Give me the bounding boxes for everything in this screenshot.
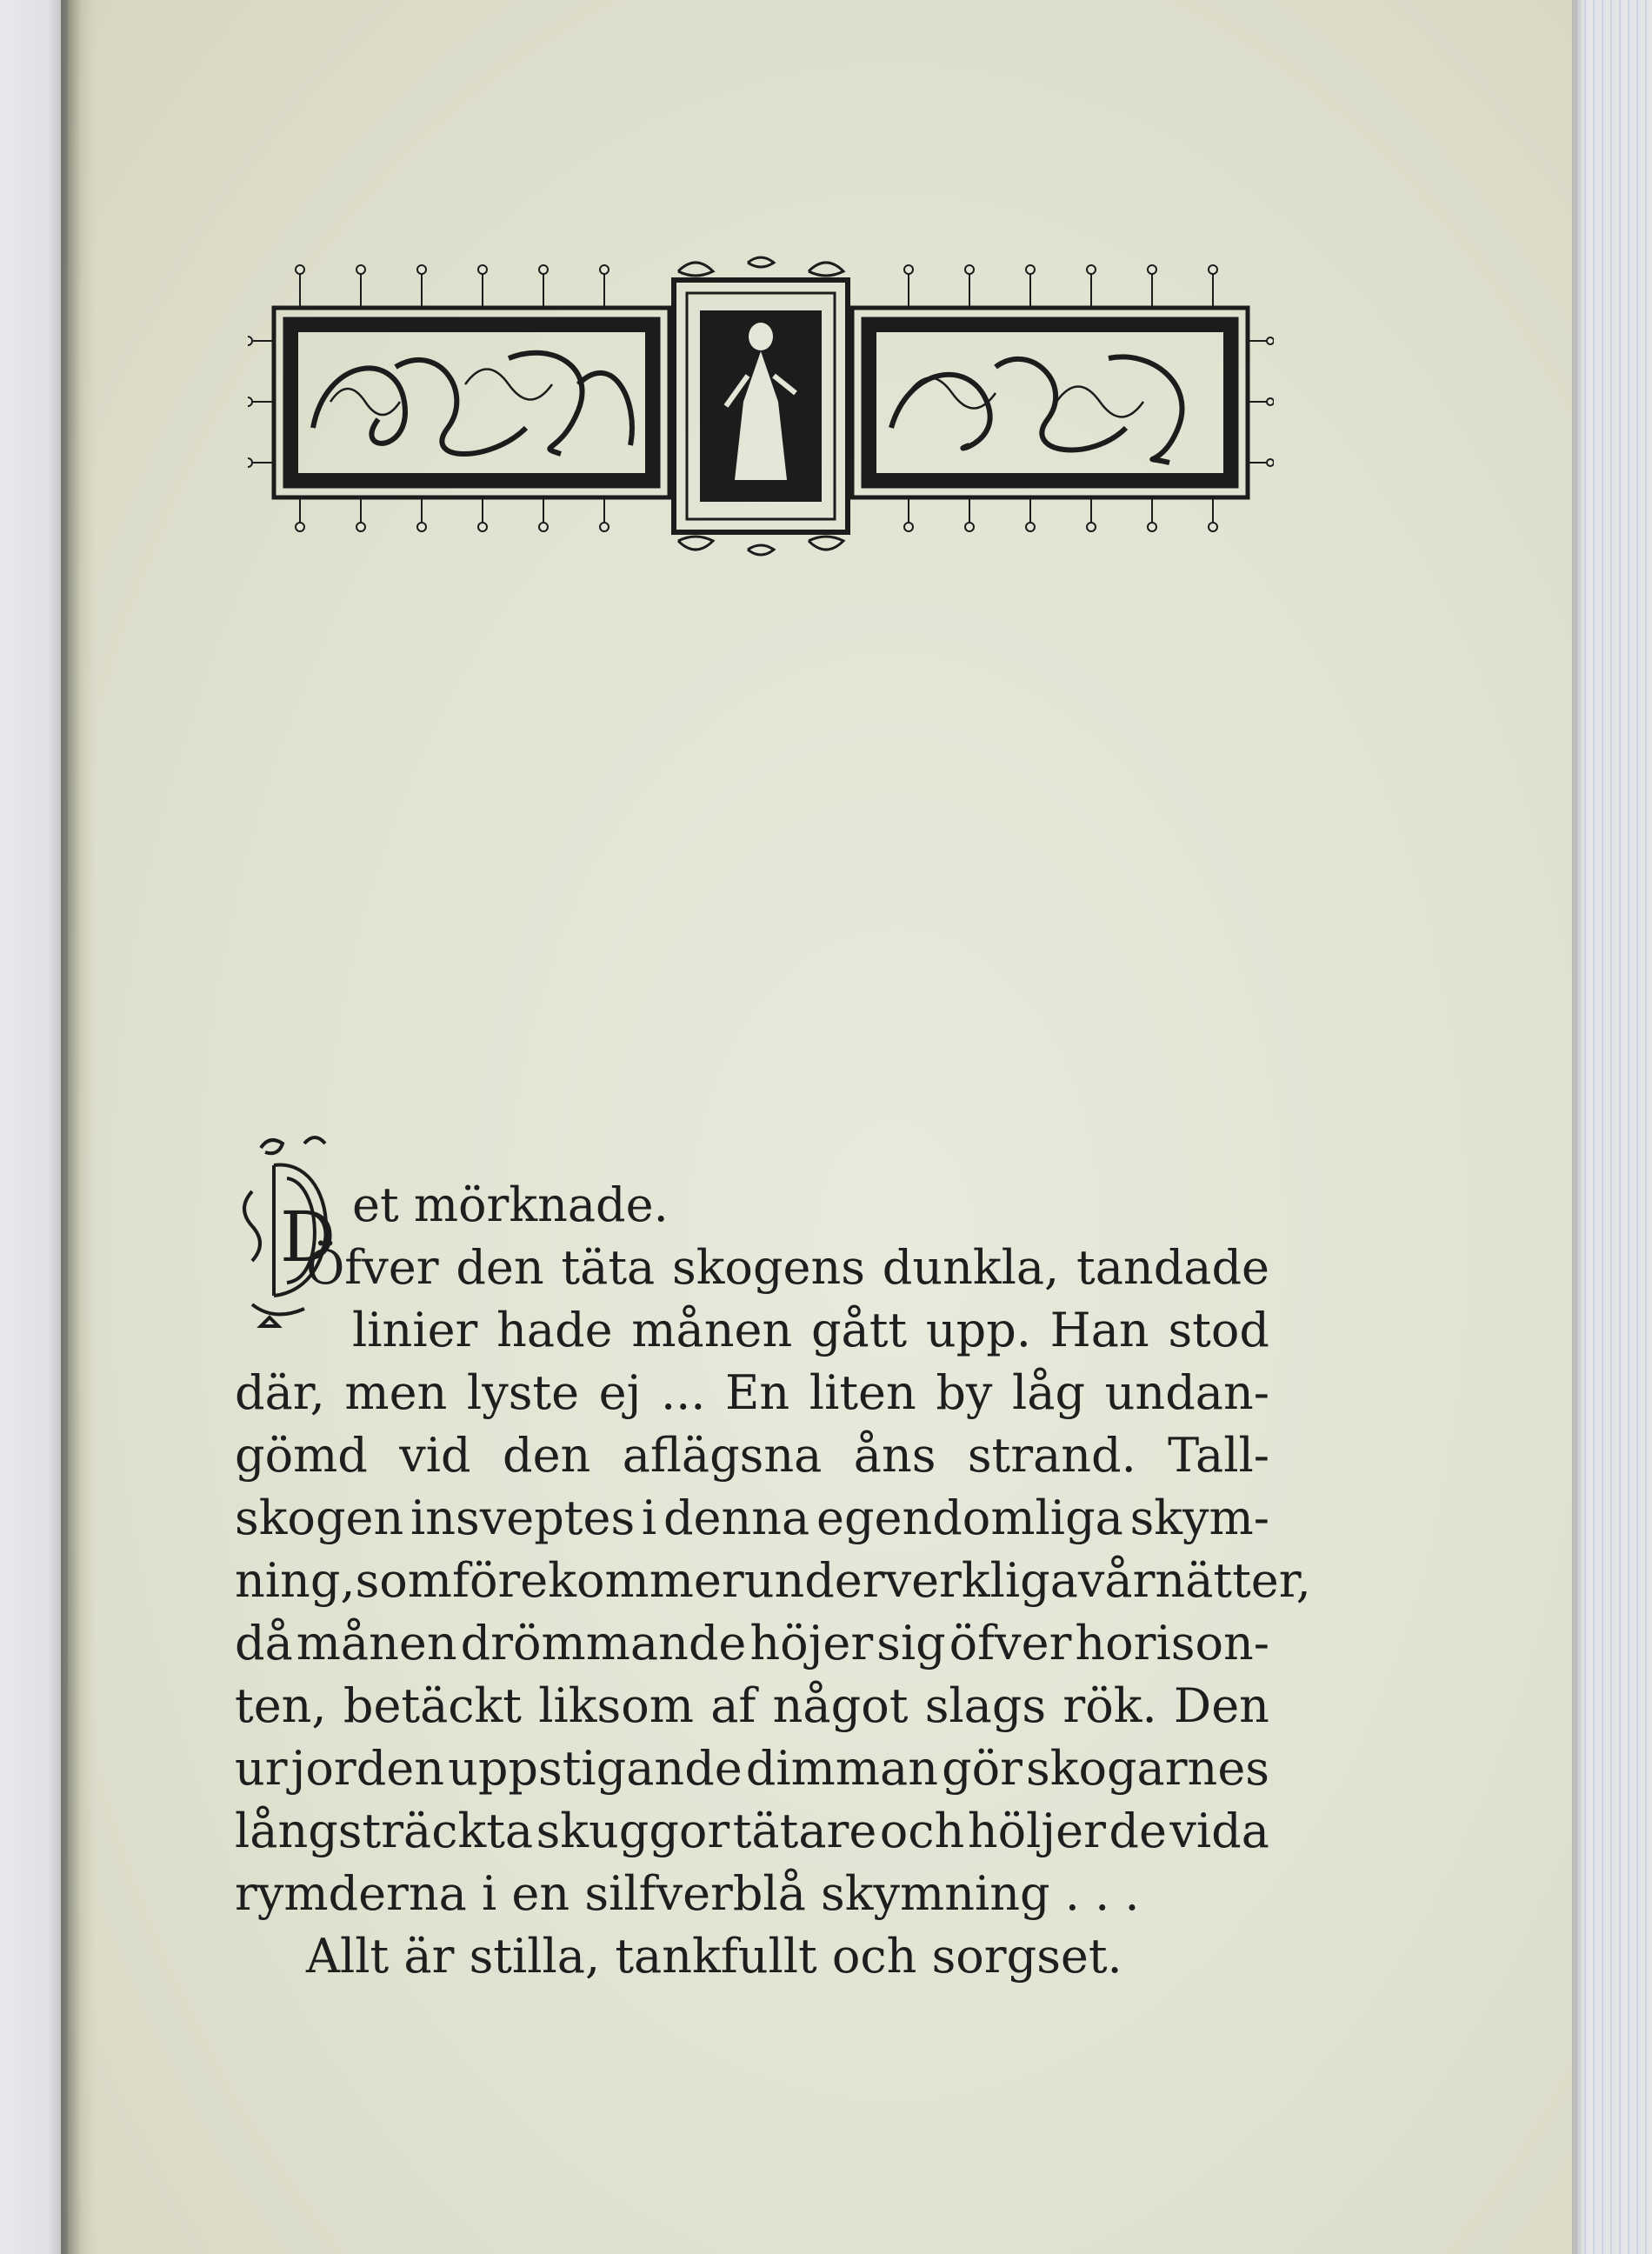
word: hade [496, 1303, 613, 1357]
word: skym- [1129, 1490, 1269, 1545]
word: slags [924, 1678, 1047, 1733]
word: Tall- [1168, 1428, 1269, 1483]
ornamental-header-band [248, 254, 1274, 558]
word: dimman [745, 1741, 939, 1796]
word: åns [853, 1428, 936, 1483]
word: gått [810, 1303, 908, 1357]
word: jorden [290, 1741, 445, 1796]
word: egendomliga [816, 1490, 1123, 1545]
facing-page-edge [0, 0, 68, 2254]
word: dunkla, [882, 1240, 1060, 1295]
word: drömmande [460, 1616, 747, 1670]
word: Den [1173, 1678, 1269, 1733]
word: Öfver [306, 1240, 439, 1295]
word: höljer [967, 1804, 1106, 1858]
text-line [235, 1487, 1269, 1550]
word: vårnätter, [1077, 1553, 1311, 1608]
word: ning, [235, 1553, 356, 1608]
text-line [235, 1299, 1269, 1362]
ornamental-dropcap-d [235, 1130, 352, 1330]
word: månen [631, 1303, 793, 1357]
word: där, [235, 1365, 325, 1420]
word: gömd [235, 1428, 368, 1483]
word: tandade [1076, 1240, 1269, 1295]
text-line [235, 1550, 1311, 1612]
word: sig [876, 1616, 946, 1670]
word: tätare [732, 1804, 877, 1858]
word: betäckt [343, 1678, 522, 1733]
svg-text:D: D [280, 1197, 336, 1277]
word: stod [1168, 1303, 1269, 1357]
word: den [503, 1428, 591, 1483]
word: verkliga [884, 1553, 1078, 1608]
word: öfver [949, 1616, 1072, 1670]
word: höjer [749, 1616, 874, 1670]
word: liksom [538, 1678, 694, 1733]
word: ... [660, 1365, 706, 1420]
word: månen [296, 1616, 457, 1670]
word: linier [352, 1303, 478, 1357]
word: upp. [925, 1303, 1031, 1357]
body-text [235, 1174, 1311, 1988]
text-line: rymderna i en silfverblå skymning . . . [235, 1866, 1140, 1921]
word: liten [809, 1365, 916, 1420]
word: denna [663, 1490, 810, 1545]
word: täta [561, 1240, 656, 1295]
word: i [641, 1490, 657, 1545]
word: af [710, 1678, 756, 1733]
word: Han [1049, 1303, 1149, 1357]
text-line [235, 1737, 1269, 1800]
word: de [1109, 1804, 1167, 1858]
word: ten, [235, 1678, 327, 1733]
word: uppstigande [448, 1741, 743, 1796]
word: ur [235, 1741, 288, 1796]
word: by [936, 1365, 993, 1420]
word: under [743, 1553, 885, 1608]
page-stack-edges [1572, 0, 1652, 2254]
text-line [235, 1675, 1269, 1737]
word: långsträckta [235, 1804, 534, 1858]
word: vida [1169, 1804, 1269, 1858]
word: ej [598, 1365, 642, 1420]
text-line: Allt är stilla, tankfullt och sorgset. [306, 1929, 1122, 1984]
word: aflägsna [622, 1428, 823, 1483]
word: något [772, 1678, 909, 1733]
word: men [344, 1365, 448, 1420]
word: gör [942, 1741, 1023, 1796]
text-line [235, 1800, 1269, 1863]
word: skogens [672, 1240, 865, 1295]
gutter-shadow [61, 0, 96, 2254]
word: skogen [235, 1490, 404, 1545]
word: lyste [466, 1365, 580, 1420]
word: skogarnes [1026, 1741, 1269, 1796]
text-line [235, 1612, 1269, 1675]
word: och [879, 1804, 965, 1858]
text-line [235, 1362, 1269, 1424]
text-line [235, 1237, 1269, 1299]
word: då [235, 1616, 293, 1670]
word: undan- [1104, 1365, 1269, 1420]
word: insveptes [410, 1490, 636, 1545]
word: horison- [1075, 1616, 1269, 1670]
word: den [456, 1240, 544, 1295]
word: strand. [967, 1428, 1136, 1483]
word: låg [1012, 1365, 1086, 1420]
word: förekommer [452, 1553, 744, 1608]
word: som [355, 1553, 452, 1608]
word: skuggor [536, 1804, 730, 1858]
word: vid [399, 1428, 471, 1483]
word: rök. [1062, 1678, 1157, 1733]
text-line: et mörknade. [352, 1177, 669, 1232]
word: En [725, 1365, 790, 1420]
text-line [235, 1424, 1269, 1487]
